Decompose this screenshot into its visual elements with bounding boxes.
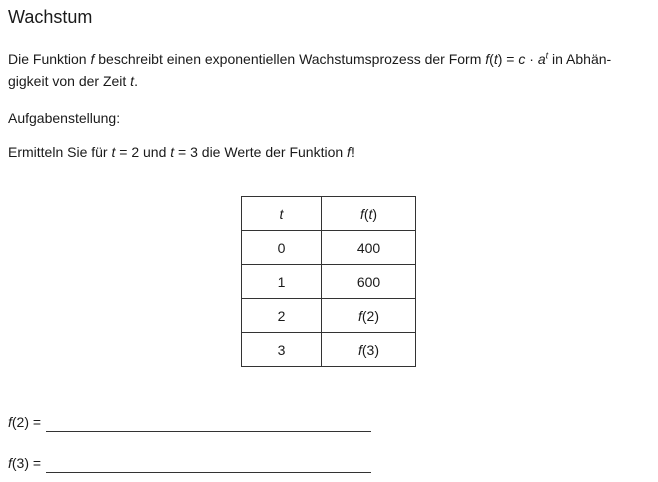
intro-time-variable: t xyxy=(130,73,135,89)
cell-t: 3 xyxy=(242,333,322,367)
table-header-row xyxy=(242,197,416,231)
intro-paragraph xyxy=(8,48,650,92)
answer-f3-f: f xyxy=(8,455,12,471)
cell-value: 600 xyxy=(322,265,416,299)
page-title: Wachstum xyxy=(8,7,93,27)
header-paren-close: ) xyxy=(372,205,378,222)
function-symbol: f xyxy=(90,51,95,67)
header-ft xyxy=(322,197,416,231)
header-t-label: t xyxy=(279,205,284,222)
cell-value xyxy=(322,299,416,333)
cell-f: f xyxy=(357,307,362,324)
formula-a: a xyxy=(537,51,546,67)
cell-value xyxy=(322,333,416,367)
cell-value: 400 xyxy=(322,231,416,265)
cell-arg: (2) xyxy=(361,307,379,324)
task-text xyxy=(8,142,355,162)
table-row xyxy=(242,265,416,299)
value-table xyxy=(241,196,416,367)
table-row xyxy=(242,231,416,265)
task-text-3: = 3 die Werte der Funktion xyxy=(174,144,348,160)
answer-f2-label xyxy=(8,412,41,432)
answer-f2-text: (2) = xyxy=(11,414,42,430)
task-text-4: ! xyxy=(350,144,355,160)
header-paren-open: ( xyxy=(363,205,369,222)
cell-arg: (3) xyxy=(361,341,379,358)
answer-f3 xyxy=(8,453,371,473)
answer-f2-line[interactable] xyxy=(46,415,371,432)
formula-c: c xyxy=(518,51,526,67)
cell-t: 2 xyxy=(242,299,322,333)
task-t1: t xyxy=(111,144,116,160)
cell-f: f xyxy=(357,341,362,358)
table-row xyxy=(242,299,416,333)
intro-text-1: Die Funktion xyxy=(8,51,91,67)
formula-t: t xyxy=(493,51,498,67)
formula-dot: · xyxy=(525,51,538,67)
header-t-arg: t xyxy=(368,205,373,222)
intro-text-3: in Abhän-gigkeit von der Zeit xyxy=(8,51,612,89)
task-text-1: Ermitteln Sie für xyxy=(8,144,112,160)
header-t xyxy=(242,197,322,231)
table-row xyxy=(242,333,416,367)
formula-f: f xyxy=(485,51,490,67)
cell-t: 0 xyxy=(242,231,322,265)
cell-t: 1 xyxy=(242,265,322,299)
formula-paren-open: ( xyxy=(489,51,494,67)
task-text-2: = 2 und xyxy=(115,144,171,160)
answer-f2 xyxy=(8,412,371,432)
section-heading: Aufgabenstellung: xyxy=(8,110,121,126)
header-f-label: f xyxy=(359,205,364,222)
task-t2: t xyxy=(170,144,175,160)
formula-exponent: t xyxy=(545,50,549,61)
task-f: f xyxy=(347,144,351,160)
formula-paren-close: ) = xyxy=(497,51,519,67)
answer-f3-line[interactable] xyxy=(46,456,371,473)
answer-f3-label xyxy=(8,453,41,473)
answer-f2-f: f xyxy=(8,414,12,430)
answer-f3-text: (3) = xyxy=(11,455,42,471)
intro-period: . xyxy=(134,73,138,89)
intro-text-2: beschreibt einen exponentiellen Wachstumsprozess der Form xyxy=(94,51,486,67)
